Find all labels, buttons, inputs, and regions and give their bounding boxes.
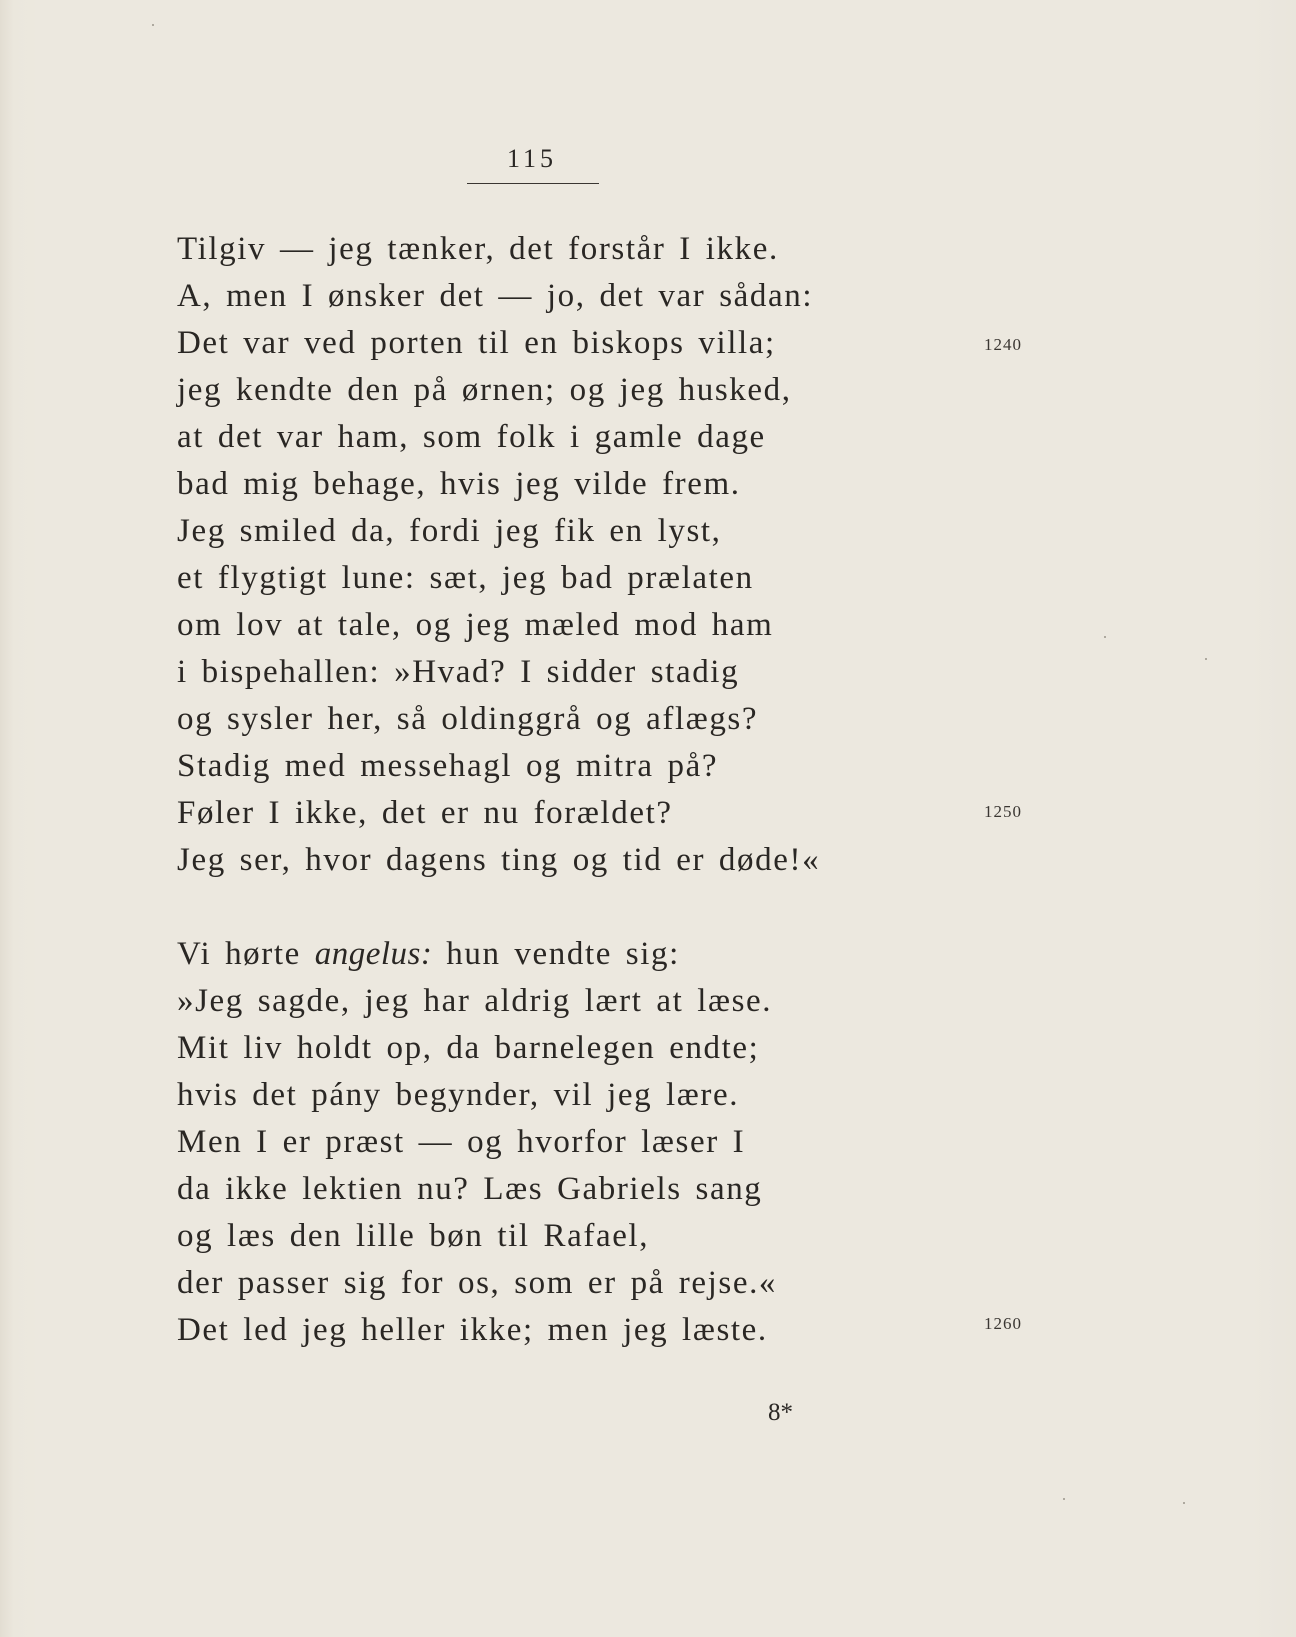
verse-line: at det var ham, som folk i gamle dage	[177, 419, 766, 455]
verse-line: Det var ved porten til en biskops villa;	[177, 325, 776, 361]
verse-line: Det led jeg heller ikke; men jeg læste.	[177, 1312, 768, 1348]
stanza-1	[177, 226, 877, 884]
verse-line: og læs den lille bøn til Rafael,	[177, 1218, 650, 1254]
italic-word-angelus: angelus:	[314, 936, 433, 972]
verse-line: hvis det pány begynder, vil jeg lære.	[177, 1077, 740, 1113]
paper-speck	[1063, 1498, 1065, 1500]
paper-speck	[1183, 1502, 1185, 1504]
verse-line: der passer sig for os, som er på rejse.«	[177, 1265, 778, 1301]
verse-line-first	[177, 931, 877, 978]
paper-speck	[1205, 658, 1207, 660]
verse-line: Tilgiv — jeg tænker, det forstår I ikke.	[177, 231, 779, 267]
stanza-2	[177, 931, 877, 1354]
verse-line: et flygtigt lune: sæt, jeg bad prælaten	[177, 560, 754, 596]
verse-line: Stadig med messehagl og mitra på?	[177, 748, 719, 784]
verse-line: da ikke lektien nu? Læs Gabriels sang	[177, 1171, 763, 1207]
verse-line: Mit liv holdt op, da barnelegen endte;	[177, 1030, 760, 1066]
verse-line: »Jeg sagde, jeg har aldrig lært at læse.	[177, 983, 773, 1019]
page-number: 115	[506, 144, 558, 173]
verse-line: Jeg ser, hvor dagens ting og tid er døde!«	[177, 842, 821, 878]
verse-line: A, men I ønsker det — jo, det var sådan:	[177, 278, 814, 314]
verse-line: om lov at tale, og jeg mæled mod ham	[177, 607, 774, 643]
header-rule	[467, 183, 599, 184]
verse-line: Jeg smiled da, fordi jeg fik en lyst,	[177, 513, 722, 549]
line-number-1260: 1260	[984, 1314, 1022, 1333]
verse-line: jeg kendte den på ørnen; og jeg husked,	[177, 372, 792, 408]
paper-speck	[1104, 636, 1106, 638]
verse-line: Føler I ikke, det er nu forældet?	[177, 795, 673, 831]
verse-line: i bispehallen: »Hvad? I sidder stadig	[177, 654, 740, 690]
line-number-1240: 1240	[984, 335, 1022, 354]
paper-speck	[152, 24, 154, 26]
verse-line: Men I er præst — og hvorfor læser I	[177, 1124, 746, 1160]
verse-text: hun vendte sig:	[432, 936, 680, 972]
signature-mark: 8*	[768, 1399, 793, 1426]
verse-line: bad mig behage, hvis jeg vilde frem.	[177, 466, 741, 502]
line-number-1250: 1250	[984, 802, 1022, 821]
verse-line: og sysler her, så oldinggrå og aflægs?	[177, 701, 759, 737]
verse-text: Vi hørte	[177, 936, 315, 972]
